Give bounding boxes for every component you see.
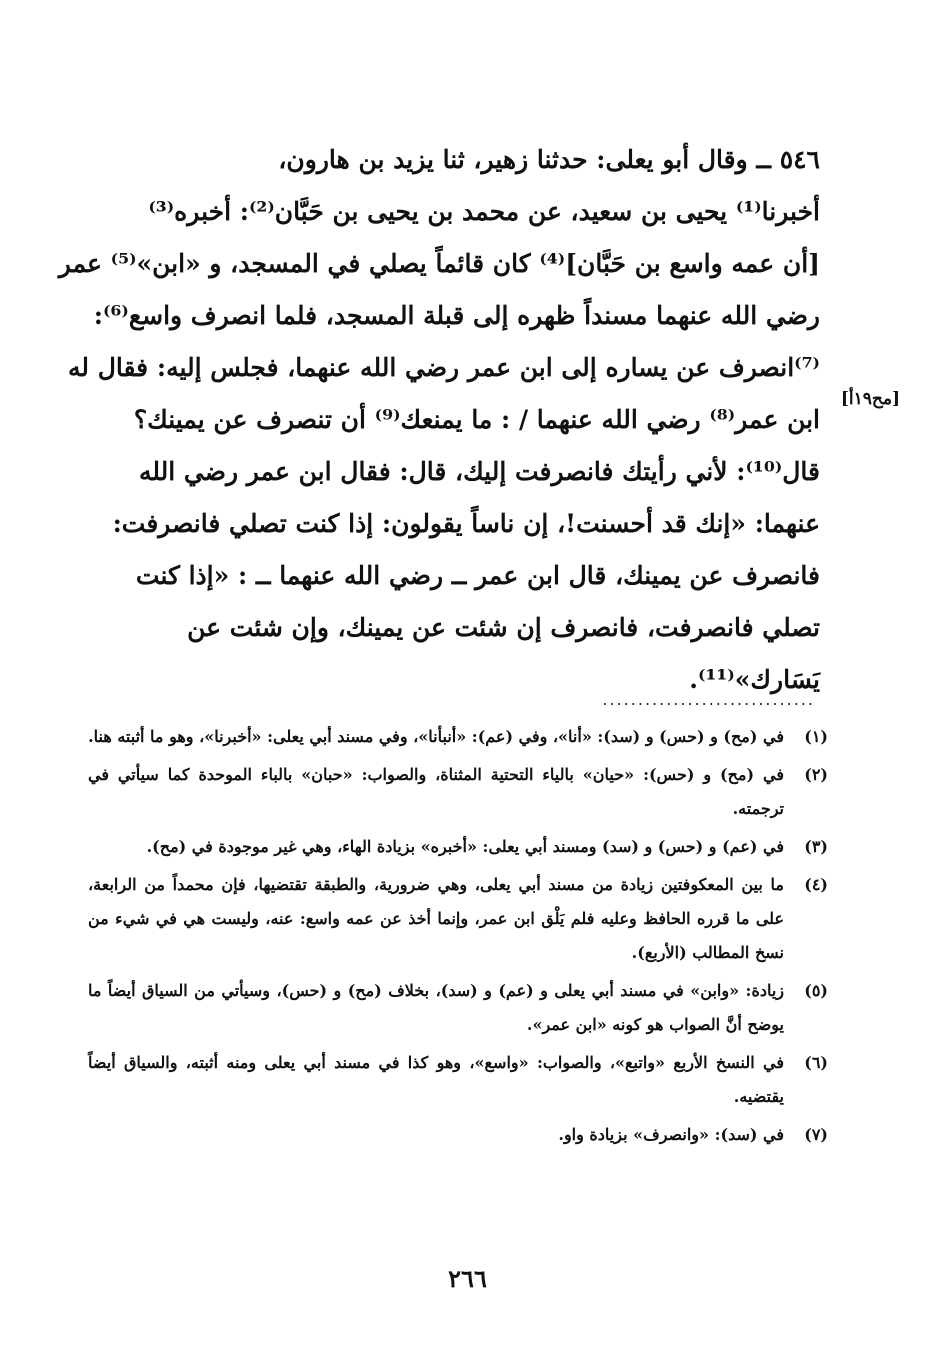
footnote	[88, 974, 828, 1042]
page-number: ٢٦٦	[448, 1264, 487, 1293]
footnote-text: في النسخ الأربع «واتبع»، والصواب: «واسع»، وهو كذا في مسند أبي يعلى ومنه أثبته، والسياق أيضاً يقتضيه.	[88, 1053, 784, 1106]
text-line: تصلي فانصرفت، فانصرف إن شئت عن يمينك، وإن شئت عن	[187, 613, 820, 642]
footnote-text: زيادة: «وابن» في مسند أبي يعلى و (عم) و (سد)، بخلاف (مح) و (حس)، وسيأتي من السياق أيضاً ما يوضح أنَّ الصواب هو كونه «ابن عمر».	[88, 981, 785, 1034]
footnote	[88, 758, 828, 826]
text-line: فانصرف عن يمينك، قال ابن عمر ــ رضي الله عنهما ــ : «إذا كنت	[135, 561, 820, 590]
footnote-text: في (عم) و (حس) و (سد) ومسند أبي يعلى: «أخبره» بزيادة الهاء، وهي غير موجودة في (مح).	[146, 837, 784, 856]
footnote-text: في (سد): «وانصرف» بزيادة واو.	[558, 1125, 784, 1144]
footnote	[88, 1118, 828, 1152]
footnote-number: (٦)	[804, 1053, 828, 1072]
text-line: ⁽⁷⁾انصرف عن يساره إلى ابن عمر رضي الله عنهما، فجلس إليه: فقال له	[68, 353, 820, 382]
text-line: ابن عمر⁽⁸⁾ رضي الله عنهما / : ما يمنعك⁽⁹⁾ أن تنصرف عن يمينك؟	[133, 405, 820, 434]
footnote	[88, 830, 828, 864]
footnotes-section	[88, 720, 828, 1156]
footnote-text: في (مح) و (حس) و (سد): «أنا»، وفي (عم): «أنبأنا»، وفي مسند أبي يعلى: «أخبرنا»، وهو ما أثبته هنا.	[88, 727, 784, 746]
footnote-number: (١)	[804, 727, 828, 746]
hadith-text	[58, 134, 820, 706]
footnote-number: (٥)	[804, 981, 828, 1000]
footnote-number: (٢)	[804, 765, 828, 784]
text-line: ٥٤٦ ــ وقال أبو يعلى: حدثنا زهير، ثنا يزيد بن هارون،	[278, 145, 820, 174]
footnote-number: (٧)	[804, 1125, 828, 1144]
footnote	[88, 1046, 828, 1114]
text-line: [أن عمه واسع بن حَبَّان]⁽⁴⁾ كان قائماً يصلي في المسجد، و «ابن»⁽⁵⁾ عمر	[58, 249, 820, 278]
text-line: أخبرنا⁽¹⁾ يحيى بن سعيد، عن محمد بن يحيى بن حَبَّان⁽²⁾: أخبره⁽³⁾	[148, 197, 820, 226]
footnote	[88, 868, 828, 970]
footnote-number: (٤)	[804, 875, 828, 894]
footnote	[88, 720, 828, 754]
text-line: رضي الله عنهما مسنداً ظهره إلى قبلة المسجد، فلما انصرف واسع⁽⁶⁾:	[93, 301, 820, 330]
manuscript-margin-reference: [مح١٩أ]	[840, 389, 900, 409]
footnote-number: (٣)	[804, 837, 828, 856]
text-line: عنهما: «إنك قد أحسنت!، إن ناساً يقولون: إذا كنت تصلي فانصرفت:	[112, 509, 820, 538]
footnote-text: في (مح) و (حس): «حيان» بالياء التحتية المثناة، والصواب: «حبان» بالباء الموحدة كما سيأتي في ترجمته.	[88, 765, 784, 818]
text-line: قال⁽¹⁰⁾: لأني رأيتك فانصرفت إليك، قال: فقال ابن عمر رضي الله	[138, 457, 820, 486]
footnote-separator: ..............................	[602, 690, 815, 709]
footnote-text: ما بين المعكوفتين زيادة من مسند أبي يعلى، وهي ضرورية، والطبقة تقتضيها، فإن محمداً من الرابعة، على ما قرره الحافظ وعليه فلم يَلْق ابن عمر، وإنما أخذ عن عمه واسع: عنه، وليست هي في شيء من نسخ المطالب (الأربع).	[88, 875, 785, 962]
text-line: يَسَارك»⁽¹¹⁾.	[689, 665, 820, 694]
